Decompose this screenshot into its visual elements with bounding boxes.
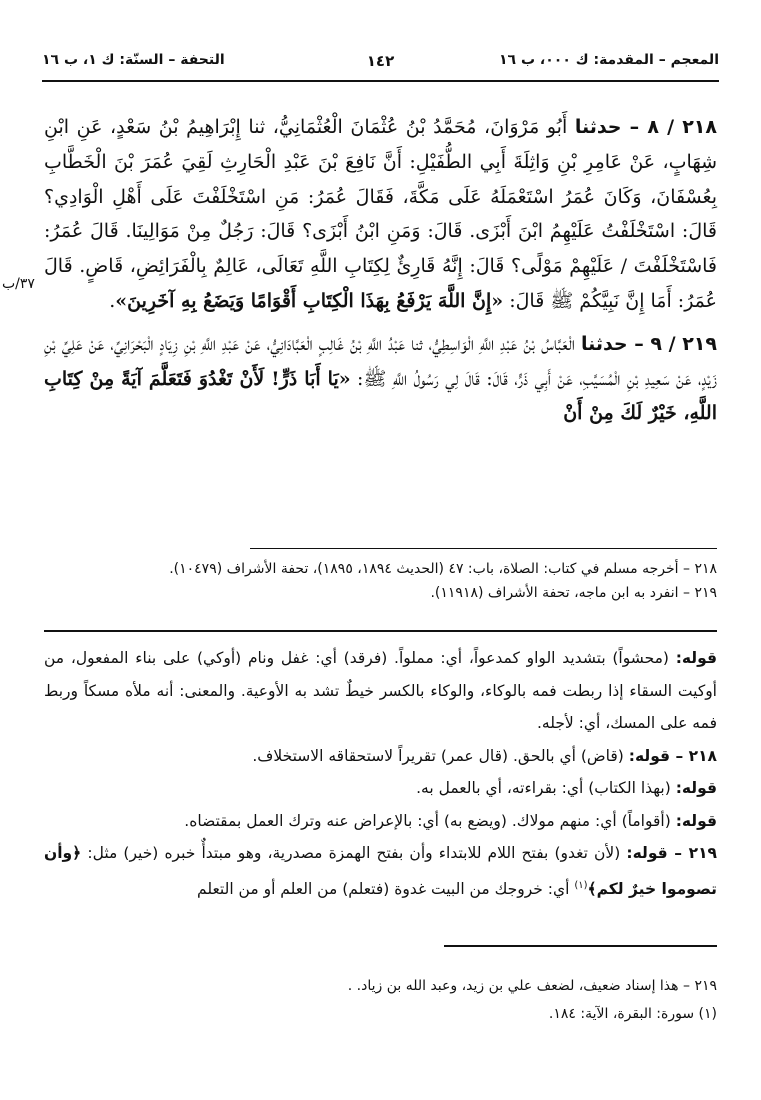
running-header: [42, 52, 719, 74]
commentary-text: أي: خروجك من البيت غدوة (فتعلم) من العلم أو من التعلم: [197, 879, 575, 898]
takhrij-219: ٢١٩ – انفرد به ابن ماجه، تحفة الأشراف (١١٩١٨).: [430, 585, 717, 601]
takhrij-notes: [44, 557, 717, 605]
hadith-219: [44, 327, 717, 431]
commentary-text: (أقواماً) أي: منهم مولاك. (ويضع به) أي: بالإعراض عنه وترك العمل بمقتضاه.: [184, 811, 676, 830]
commentary-lead: قوله:: [675, 811, 717, 830]
takhrij-rule: [250, 548, 717, 549]
commentary-paragraph: [44, 772, 717, 805]
footnote-219: ٢١٩ – هذا إسناد ضعيف، لضعف علي بن زيد، وعبد الله بن زياد. .: [347, 978, 717, 994]
hadith-218-number: ٢١٨ / ٨ – حدثنا: [574, 116, 717, 138]
commentary-paragraph: [44, 805, 717, 838]
hadith-219-prophetic-quote: «يَا أَبَا ذَرٍّ! لَأَنْ تَغْدُوَ فَتَعَلَّمَ آيَةً مِنْ كِتَابِ اللَّهِ، خَيْرٌ لَكَ مِنْ أَنْ: [44, 367, 717, 425]
sharh-rule: [44, 630, 717, 632]
footnote-ref: (١): [574, 879, 588, 891]
hadith-text: [44, 110, 717, 431]
footnote-rule: [444, 945, 717, 947]
hadith-218: [44, 110, 717, 319]
manuscript-folio-note: ٣٧/ب: [2, 276, 35, 292]
quran-verse: ﴿وأن تصوموا خيرٌ لكم﴾: [44, 844, 717, 898]
commentary-paragraph: [44, 642, 717, 740]
footnotes: [44, 972, 717, 1028]
hadith-218-body: أَبُو مَرْوَانَ، مُحَمَّدُ بْنُ عُثْمَانَ الْعُثْمَانِيُّ، ثنا إِبْرَاهِيمُ بْنُ سَعْدٍ، عَنِ ابْنِ شِهَابٍ، عَنْ عَامِرِ بْنِ وَاثِلَةَ أَبِي الطُّفَيْلِ: أَنَّ نَافِعَ بْنَ عَبْدِ الْحَارِثِ لَقِيَ عُمَرَ بْنَ الْخَطَّابِ بِعُسْفَانَ، وَكَانَ عُمَرُ اسْتَعْمَلَهُ عَلَى مَكَّةَ، فَقَالَ عُمَرُ: مَنِ اسْتَخْلَفْتَ عَلَى أَهْلِ الْوَادِي؟ قَالَ: اسْتَخْلَفْتُ عَلَيْهِمُ ابْنَ أَبْزَى. قَالَ: وَمَنِ ابْنُ أَبْزَى؟ قَالَ: رَجُلٌ مِنْ مَوَالِينَا. قَالَ عُمَرُ: فَاسْتَخْلَفْتَ / عَلَيْهِمْ مَوْلًى؟ قَالَ: إِنَّهُ قَارِئٌ لِكِتَابِ اللَّهِ تَعَالَى، عَالِمٌ بِالْفَرَائِضِ، قَاضٍ. قَالَ عُمَرُ: أَمَا إِنَّ نَبِيَّكُمْ ﷺ قَالَ:: [44, 116, 717, 312]
header-rule: [42, 80, 719, 82]
commentary-text: (بهذا الكتاب) أي: بقراءته، أي بالعمل به.: [416, 779, 676, 797]
commentary: [44, 642, 717, 905]
header-right-reference: المعجم – المقدمة: ك ٠٠٠، ب ١٦: [499, 52, 719, 68]
commentary-paragraph: [44, 740, 717, 773]
page-number: ١٤٢: [366, 52, 395, 70]
commentary-paragraph: [44, 837, 717, 905]
commentary-text: (قاض) أي بالحق. (قال عمر) تقريراً لاستحقاقه الاستخلاف.: [252, 746, 629, 765]
commentary-lead: قوله:: [675, 649, 717, 667]
hadith-219-number: ٢١٩ / ٩ – حدثنا: [580, 332, 717, 355]
header-left-reference: التحفة – السنّة: ك ١، ب ١٦: [42, 52, 225, 68]
commentary-lead: قوله:: [675, 779, 717, 797]
hadith-219-body: الْعَبَّاسُ بْنُ عَبْدِ اللَّهِ الْوَاسِطِيُّ، ثنا عَبْدُ اللَّهِ بْنُ غَالِبٍ الْعَبَّادَانِيُّ، عَنْ عَبْدِ اللَّهِ بْنِ زِيَادٍ الْبَحْرَانِيِّ، عَنْ عَلِيِّ بْنِ زَيْدٍ، عَنْ سَعِيدِ بْنِ الْمُسَيَّبِ، عَنْ أَبِي ذَرٍّ، قَالَ: قَالَ لِي رَسُولُ اللَّهِ ﷺ:: [44, 332, 717, 390]
footnote-1: (١) سورة: البقرة، الآية: ١٨٤.: [548, 1006, 717, 1022]
commentary-lead: ٢١٩ – قوله:: [626, 844, 717, 862]
hadith-218-end: .: [109, 289, 116, 312]
hadith-218-prophetic-quote: «إِنَّ اللَّهَ يَرْفَعُ بِهَذَا الْكِتَابِ أَقْوَامًا وَيَضَعُ بِهِ آخَرِينَ»: [115, 289, 504, 312]
commentary-text: (لأن تغدو) بفتح اللام للابتداء وأن بفتح الهمزة مصدرية، وهو مبتدأٌ خبره (خير) مثل:: [81, 844, 627, 862]
commentary-text: (محشواً) بتشديد الواو كمدعواً، أي: مملواً. (فرقد) أي: غفل ونام (أوكي) على بناء المفعول، من أوكيت السقاء إذا ربطت فمه بالوكاء، والوكاء بالكسر خيطٌ تشد به الأوعية. والمعنى: أنه ملأه مسكاً وربط فمه على المسك، أي: لأجله.: [44, 649, 717, 732]
commentary-lead: ٢١٨ – قوله:: [628, 746, 717, 765]
takhrij-218: ٢١٨ – أخرجه مسلم في كتاب: الصلاة، باب: ٤٧ (الحديث ١٨٩٤، ١٨٩٥)، تحفة الأشراف (١٠٤٧٩).: [169, 561, 717, 577]
